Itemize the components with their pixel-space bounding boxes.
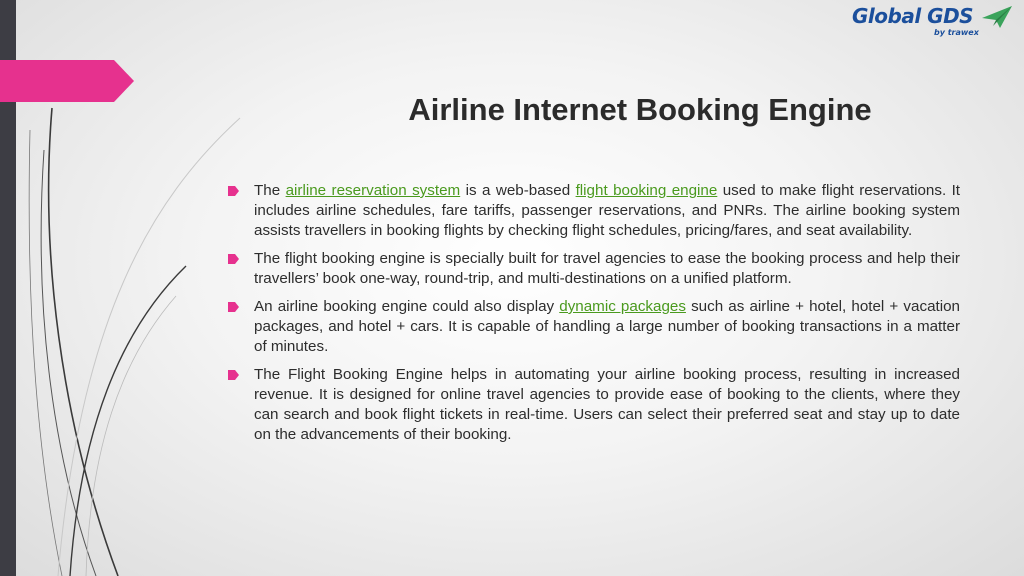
bullet-item <box>228 365 960 445</box>
inline-link[interactable]: airline reservation system <box>285 182 461 199</box>
logo-brand: Global <box>852 4 921 28</box>
bullet-list <box>228 181 960 453</box>
slide-title: Airline Internet Booking Engine <box>408 92 872 127</box>
bullet-text: An airline booking engine could also display <box>254 298 560 315</box>
bullet-text: The <box>254 182 286 199</box>
logo-brand-accent: GDS <box>927 4 974 28</box>
arrow-bullet-icon <box>228 254 239 264</box>
bullet-item <box>228 181 960 241</box>
arrow-bullet-icon <box>228 302 239 312</box>
arrow-bullet-icon <box>228 186 239 196</box>
logo-tagline: by trawex <box>934 28 979 37</box>
bullet-item <box>228 249 960 289</box>
bullet-text: used to make flight reservations. It includes airline schedules, fare tariffs, passenger reservations, and PNRs. The airline booking system assists travellers in booking flights by checking flight schedules, pricing/fares, and seat availability. <box>254 182 961 239</box>
paper-plane-icon <box>980 4 1014 30</box>
bullet-item <box>228 297 960 357</box>
pink-accent-tab <box>0 60 134 102</box>
inline-link[interactable]: flight booking engine <box>575 182 718 199</box>
bullet-text: The Flight Booking Engine helps in automating your airline booking process, resulting in increased revenue. It is designed for online travel agencies to provide ease of booking to the clients, where they can search and book flight tickets in real-time. Users can select their preferred seat and stay up to date on the advancements of their booking. <box>254 366 960 443</box>
arrow-bullet-icon <box>228 370 239 380</box>
logo-wordmark <box>852 4 973 28</box>
bullet-text: is a web-based <box>460 182 576 199</box>
bullet-text: The flight booking engine is specially built for travel agencies to ease the booking process and help their travellers’ book one-way, round-trip, and multi-destinations on a unified platform. <box>254 250 960 287</box>
bullet-text: such as airline + hotel, hotel + vacation packages, and hotel + cars. It is capable of handling a large number of booking transactions in a matter of minutes. <box>254 298 961 355</box>
inline-link[interactable]: dynamic packages <box>559 298 686 315</box>
global-gds-logo <box>848 4 1018 40</box>
